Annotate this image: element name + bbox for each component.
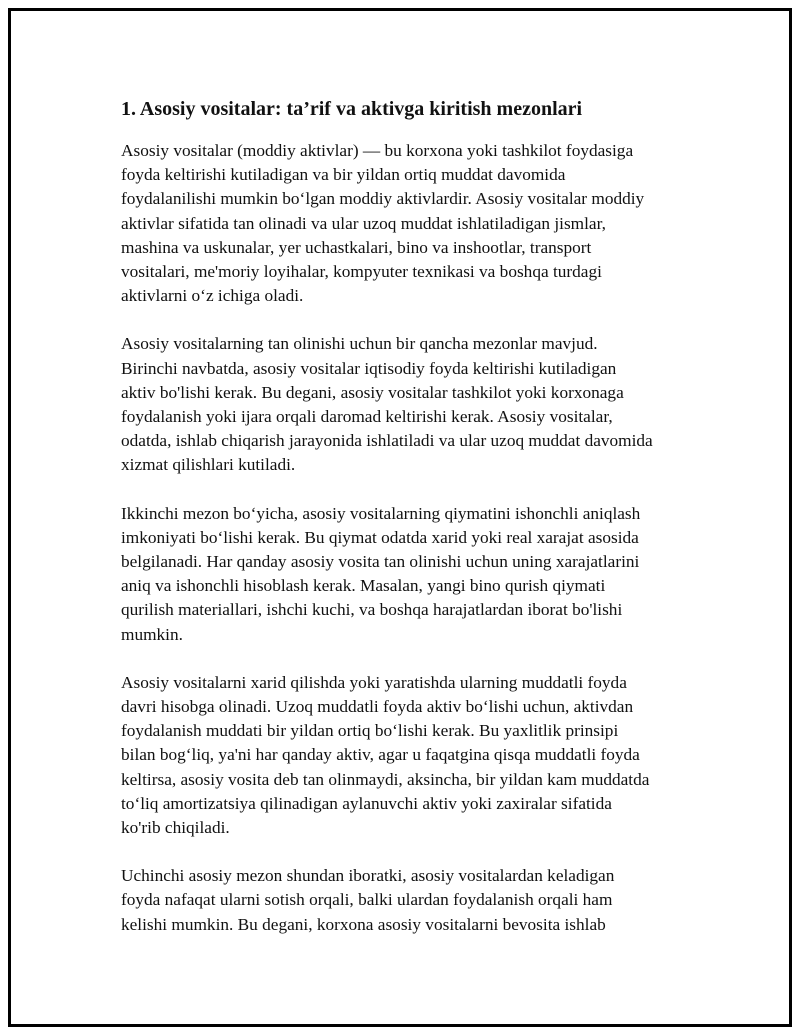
text-line: mumkin. (121, 624, 183, 644)
text-line: foyda keltirishi kutiladigan va bir yildan ortiq muddat davomida (121, 165, 566, 185)
text-line: aktivlarni o‘z ichiga oladi. (121, 286, 304, 306)
text-line: aktivlar sifatida tan olinadi va ular uzoq muddat ishlatiladigan jismlar, (121, 213, 606, 233)
text-line: kelishi mumkin. Bu degani, korxona asosiy vositalarni bevosita ishlab (121, 914, 606, 934)
text-line: belgilanadi. Har qanday asosiy vosita tan olinishi uchun uning xarajatlarini (121, 552, 640, 572)
text-line: Ikkinchi mezon bo‘yicha, asosiy vositalarning qiymatini ishonchli aniqlash (121, 503, 641, 523)
text-line: Asosiy vositalar (moddiy aktivlar) — bu korxona yoki tashkilot foydasiga (121, 141, 634, 160)
text-line: foydalanilishi mumkin bo‘lgan moddiy aktivlardir. Asosiy vositalar moddiy (121, 189, 645, 209)
document-body (121, 96, 701, 961)
section-heading: 1. Asosiy vositalar: ta’rif va aktivga kiritish mezonlari (121, 98, 583, 120)
text-line: Uchinchi asosiy mezon shundan iboratki, asosiy vositalardan keladigan (121, 866, 615, 886)
paragraph-list (121, 139, 701, 937)
paragraph (121, 139, 701, 308)
text-line: vositalari, me'moriy loyihalar, kompyuter texnikasi va boshqa turdagi (121, 262, 602, 282)
text-line: Birinchi navbatda, asosiy vositalar iqtisodiy foyda keltirishi kutiladigan (121, 358, 617, 378)
text-line: odatda, ishlab chiqarish jarayonida ishlatiladi va ular uzoq muddat davomida (121, 431, 653, 451)
text-line: aktiv bo'lishi kerak. Bu degani, asosiy vositalar tashkilot yoki korxonaga (121, 382, 624, 402)
text-line: aniq va ishonchli hisoblash kerak. Masalan, yangi bino qurish qiymati (121, 576, 606, 596)
text-line: ko'rib chiqiladi. (121, 818, 230, 838)
text-line: foydalanish muddati bir yildan ortiq bo‘lishi kerak. Bu yaxlitlik prinsipi (121, 721, 619, 741)
paragraph (121, 671, 701, 840)
text-line: mashina va uskunalar, yer uchastkalari, bino va inshootlar, transport (121, 237, 592, 257)
page-frame (8, 8, 792, 1027)
paragraph (121, 864, 701, 937)
text-line: Asosiy vositalarni xarid qilishda yoki yaratishda ularning muddatli foyda (121, 672, 627, 692)
text-line: imkoniyati bo‘lishi kerak. Bu qiymat odatda xarid yoki real xarajat asosida (121, 527, 639, 547)
text-line: foyda nafaqat ularni sotish orqali, balki ulardan foydalanish orqali ham (121, 890, 613, 910)
text-line: Asosiy vositalarning tan olinishi uchun bir qancha mezonlar mavjud. (121, 334, 598, 354)
text-line: qurilish materiallari, ishchi kuchi, va boshqa harajatlardan iborat bo'lishi (121, 600, 623, 620)
text-line: davri hisobga olinadi. Uzoq muddatli foyda aktiv bo‘lishi uchun, aktivdan (121, 697, 634, 717)
paragraph (121, 502, 701, 647)
paragraph (121, 332, 701, 477)
text-line: keltirsa, asosiy vosita deb tan olinmaydi, aksincha, bir yildan kam muddatda (121, 769, 650, 789)
text-line: bilan bog‘liq, ya'ni har qanday aktiv, agar u faqatgina qisqa muddatli foyda (121, 745, 640, 765)
text-line: xizmat qilishlari kutiladi. (121, 455, 296, 475)
text-line: foydalanish yoki ijara orqali daromad keltirishi kerak. Asosiy vositalar, (121, 407, 613, 427)
text-line: to‘liq amortizatsiya qilinadigan aylanuvchi aktiv yoki zaxiralar sifatida (121, 793, 612, 813)
